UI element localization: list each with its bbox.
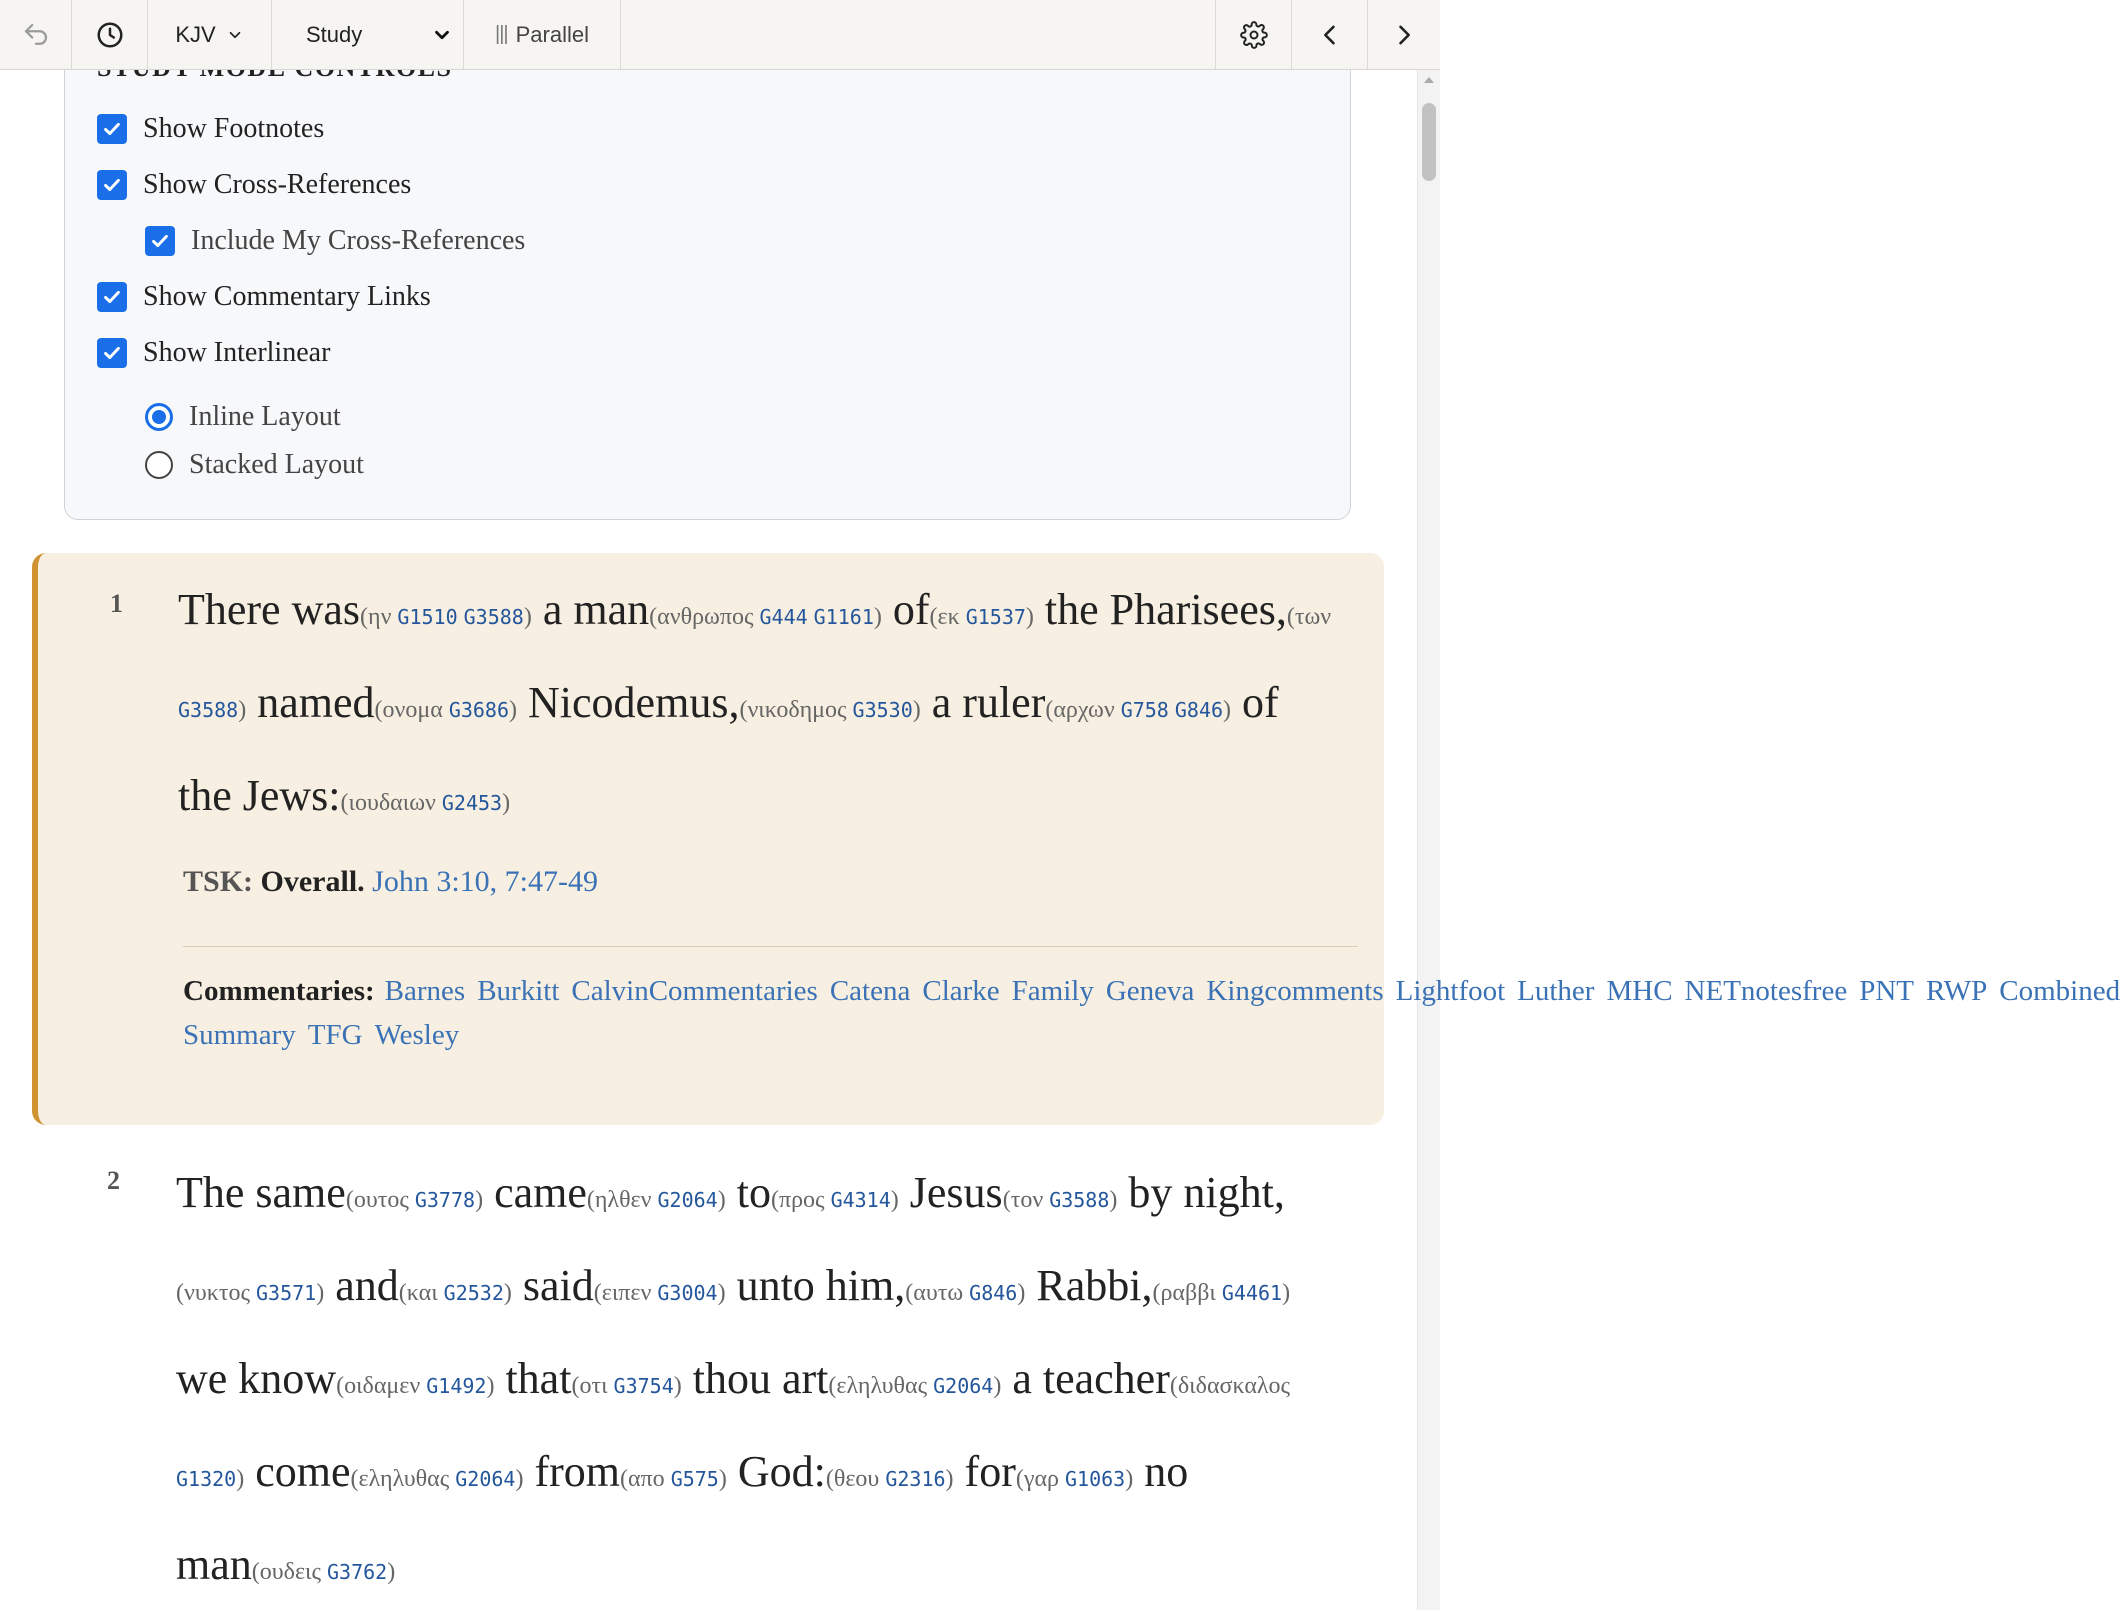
interlinear-word: for(γαρ G1063)	[964, 1447, 1134, 1496]
history-clock-icon	[95, 20, 125, 50]
next-chapter-button[interactable]	[1368, 0, 1440, 69]
strongs-link[interactable]: G758	[1120, 698, 1169, 722]
verse-1-text	[178, 567, 1338, 846]
commentary-link-calvin[interactable]: CalvinCommentaries	[571, 975, 818, 1007]
mode-label: Study	[306, 21, 363, 47]
commentary-link-rwp[interactable]: RWP	[1926, 975, 1988, 1007]
inline-layout-label: Inline Layout	[189, 401, 341, 432]
strongs-link[interactable]: G444	[759, 605, 808, 629]
commentary-link-netnotesfree[interactable]: NETnotesfree	[1684, 975, 1848, 1007]
verse-number[interactable]: 1	[110, 589, 123, 618]
interlinear-word: unto him,(αυτω G846)	[736, 1261, 1026, 1310]
chevron-down-icon	[431, 24, 453, 46]
strongs-link[interactable]: G3588	[463, 605, 524, 629]
commentary-link-geneva[interactable]: Geneva	[1105, 975, 1195, 1007]
interlinear-word: no man(ουδεις G3762)	[176, 1447, 1189, 1589]
interlinear-word: that(οτι G3754)	[505, 1354, 682, 1403]
chevron-right-icon	[1390, 21, 1418, 49]
interlinear-word: the Pharisees,(των G3588)	[178, 585, 1332, 723]
strongs-link[interactable]: G3571	[255, 1281, 317, 1305]
strongs-link[interactable]: G1537	[965, 605, 1026, 629]
parallel-button[interactable]	[464, 0, 621, 69]
show-interlinear-label: Show Interlinear	[143, 337, 331, 368]
interlinear-word: a ruler(αρχων G758 G846)	[931, 678, 1232, 727]
interlinear-word: named(ονομα G3686)	[257, 678, 518, 727]
show-cross-references-checkbox[interactable]	[97, 170, 127, 200]
interlinear-word: There was(ην G1510 G3588)	[178, 585, 532, 634]
top-toolbar	[0, 0, 1440, 70]
strongs-link[interactable]: G4314	[830, 1188, 891, 1212]
strongs-link[interactable]: G1161	[813, 605, 874, 629]
commentary-link-burkitt[interactable]: Burkitt	[477, 975, 560, 1007]
strongs-link[interactable]: G3686	[448, 698, 510, 722]
commentary-link-tfg[interactable]: TFG	[307, 1019, 363, 1051]
interlinear-word: The same(ουτος G3778)	[176, 1168, 484, 1217]
chevron-left-icon	[1316, 21, 1344, 49]
tsk-label: TSK:	[183, 865, 254, 898]
back-button[interactable]	[0, 0, 72, 69]
checkmark-icon	[101, 118, 123, 140]
show-commentary-links-checkbox[interactable]	[97, 282, 127, 312]
commentary-link-family[interactable]: Family	[1011, 975, 1094, 1007]
strongs-link[interactable]: G3778	[414, 1188, 476, 1212]
strongs-link[interactable]: G3530	[852, 698, 913, 722]
mode-select[interactable]	[272, 0, 464, 69]
commentary-link-barnes[interactable]: Barnes	[384, 975, 466, 1007]
interlinear-word: Nicodemus,(νικοδημος G3530)	[528, 678, 921, 727]
checkmark-icon	[149, 230, 171, 252]
stacked-layout-option[interactable]	[145, 449, 364, 481]
include-my-cross-references-checkbox[interactable]	[145, 226, 175, 256]
strongs-link[interactable]: G1492	[426, 1374, 487, 1398]
back-arrow-icon	[21, 20, 51, 50]
commentary-link-lightfoot[interactable]: Lightfoot	[1395, 975, 1506, 1007]
strongs-link[interactable]: G2064	[657, 1188, 718, 1212]
strongs-link[interactable]: G2316	[885, 1467, 946, 1491]
show-footnotes-checkbox[interactable]	[97, 114, 127, 144]
strongs-link[interactable]: G1320	[176, 1467, 237, 1491]
divider	[183, 946, 1358, 947]
interlinear-word: to(προς G4314)	[736, 1168, 899, 1217]
show-interlinear-checkbox[interactable]	[97, 338, 127, 368]
interlinear-word: a man(ανθρωπος G444 G1161)	[542, 585, 882, 634]
checkmark-icon	[101, 342, 123, 364]
inline-layout-option[interactable]	[145, 401, 341, 433]
checkmark-icon	[101, 286, 123, 308]
settings-button[interactable]	[1216, 0, 1292, 69]
toolbar-spacer	[621, 0, 1216, 69]
strongs-link[interactable]: G3754	[613, 1374, 674, 1398]
strongs-link[interactable]: G846	[1174, 698, 1224, 722]
commentary-link-wesley[interactable]: Wesley	[374, 1019, 460, 1051]
commentary-link-clarke[interactable]: Clarke	[922, 975, 1000, 1007]
commentary-link-combined-summary[interactable]: Combined Summary	[183, 975, 2120, 1051]
interlinear-word: come(εληλυθας G2064)	[255, 1447, 524, 1496]
strongs-link[interactable]: G2453	[441, 791, 503, 815]
interlinear-word: from(απο G575)	[534, 1447, 727, 1496]
stacked-layout-radio[interactable]	[145, 451, 173, 479]
tsk-cross-references	[183, 865, 598, 899]
history-button[interactable]	[72, 0, 148, 69]
verse-number[interactable]: 2	[107, 1166, 120, 1195]
strongs-link[interactable]: G2532	[443, 1281, 504, 1305]
version-label: KJV	[175, 21, 216, 47]
interlinear-word: a teacher(διδασκαλος G1320)	[176, 1354, 1291, 1492]
interlinear-word: said(ειπεν G3004)	[522, 1261, 726, 1310]
checkmark-icon	[101, 174, 123, 196]
vertical-scrollbar[interactable]	[1417, 69, 1440, 1610]
strongs-link[interactable]: G2064	[455, 1467, 516, 1491]
interlinear-word: God:(θεου G2316)	[737, 1447, 954, 1496]
show-footnotes-label: Show Footnotes	[143, 113, 325, 144]
inline-layout-radio[interactable]	[145, 403, 173, 431]
interlinear-word: we know(οιδαμεν G1492)	[176, 1354, 495, 1403]
interlinear-word: of the Jews:(ιουδαιων G2453)	[178, 678, 1279, 820]
parallel-label: Parallel	[515, 21, 589, 47]
interlinear-word: came(ηλθεν G2064)	[494, 1168, 726, 1217]
commentary-link-pnt[interactable]: PNT	[1859, 975, 1914, 1007]
strongs-link[interactable]: G575	[670, 1467, 719, 1491]
show-footnotes-option[interactable]	[97, 113, 324, 145]
strongs-link[interactable]: G3004	[657, 1281, 718, 1305]
version-selector[interactable]	[148, 0, 272, 69]
interlinear-word: Jesus(τον G3588)	[909, 1168, 1118, 1217]
strongs-link[interactable]: G3588	[178, 698, 239, 722]
show-cross-references-option[interactable]	[97, 169, 411, 201]
settings-gear-icon	[1240, 21, 1268, 49]
commentary-link-luther[interactable]: Luther	[1517, 975, 1595, 1007]
commentary-link-catena[interactable]: Catena	[829, 975, 911, 1007]
interlinear-word: and(και G2532)	[335, 1261, 512, 1310]
include-my-cross-references-option[interactable]	[145, 225, 525, 257]
interlinear-word: by night,(νυκτος G3571)	[176, 1168, 1285, 1306]
show-commentary-links-label: Show Commentary Links	[143, 281, 431, 312]
show-interlinear-option[interactable]	[97, 337, 330, 369]
study-mode-controls-panel	[64, 30, 1351, 520]
verse-1-card	[32, 553, 2120, 1125]
include-my-cross-references-label: Include My Cross-References	[191, 225, 526, 256]
interlinear-word: Rabbi,(ραββι G4461)	[1036, 1261, 1291, 1310]
chevron-down-icon	[226, 26, 244, 44]
parallel-columns-icon: |||	[495, 23, 508, 45]
interlinear-word: thou art(εληλυθας G2064)	[692, 1354, 1002, 1403]
scroll-up-arrow-icon[interactable]	[1424, 77, 1434, 83]
strongs-link[interactable]: G4461	[1221, 1281, 1283, 1305]
tsk-overall-label: Overall.	[260, 865, 365, 898]
tsk-reference-link[interactable]: John 3:10, 7:47-49	[372, 865, 599, 898]
strongs-link[interactable]: G2064	[933, 1374, 994, 1398]
strongs-link[interactable]: G846	[969, 1281, 1018, 1305]
previous-chapter-button[interactable]	[1292, 0, 1368, 69]
strongs-link[interactable]: G3762	[327, 1560, 388, 1584]
commentary-link-kingcomments[interactable]: Kingcomments	[1206, 975, 1384, 1007]
strongs-link[interactable]: G1510	[397, 605, 458, 629]
show-commentary-links-option[interactable]	[97, 281, 431, 313]
show-cross-references-label: Show Cross-References	[143, 169, 412, 200]
strongs-link[interactable]: G1063	[1065, 1467, 1126, 1491]
commentaries-list	[183, 969, 2120, 1057]
interlinear-word: of(εκ G1537)	[892, 585, 1034, 634]
verse-2-text	[176, 1150, 1336, 1615]
commentary-link-mhc[interactable]: MHC	[1606, 975, 1673, 1007]
commentaries-label: Commentaries:	[183, 975, 375, 1007]
scroll-thumb[interactable]	[1422, 103, 1436, 181]
strongs-link[interactable]: G3588	[1049, 1188, 1110, 1212]
stacked-layout-label: Stacked Layout	[189, 449, 364, 480]
